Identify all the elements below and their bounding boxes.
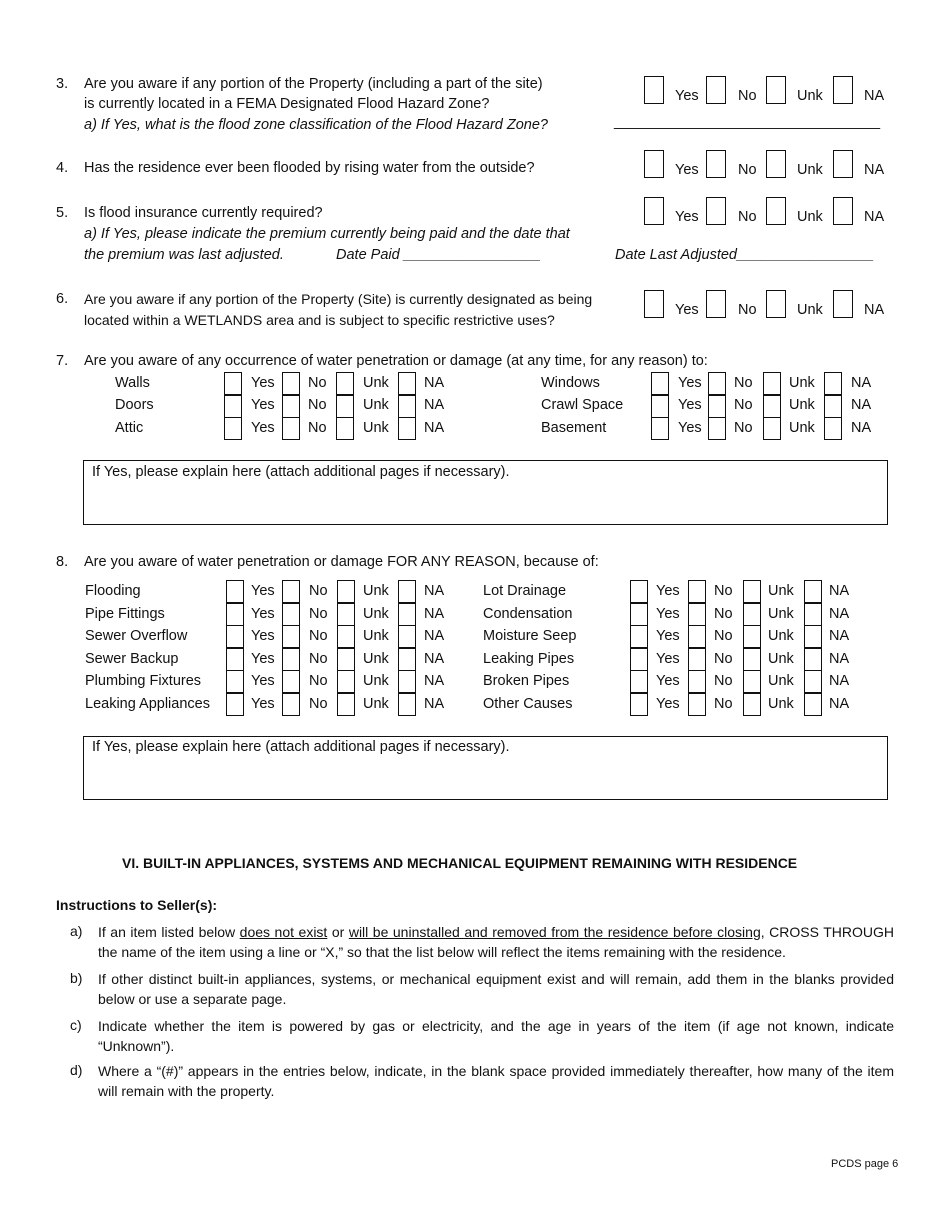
instruction-c-text: Indicate whether the item is powered by gas or electricity, and the age in years of the item (if age not known, indicate “Unknown”). [98,1018,894,1054]
q8-left-na-checkbox[interactable] [398,648,416,671]
unk-label: Unk [363,420,389,436]
q8-right-unk-checkbox[interactable] [743,693,761,716]
q8-right-na-checkbox[interactable] [804,670,822,693]
q3-text-line1: Are you aware if any portion of the Property (including a part of the site) [84,76,543,92]
q8-right-no-checkbox[interactable] [688,648,706,671]
text-segment: , CROSS THROUGH the name of the item using a line or “X,” so that the list below will reflect the items remaining with the residence. [98,924,894,960]
q4-number: 4. [56,160,69,176]
na-label: NA [424,420,445,436]
q8-right-no-checkbox[interactable] [688,625,706,648]
q8-left-yes-checkbox[interactable] [226,580,244,603]
q8-right-no-checkbox[interactable] [688,580,706,603]
q7-explain-prompt: If Yes, please explain here (attach additional pages if necessary). [92,464,510,480]
q5-sub-line2: the premium was last adjusted. [84,247,284,263]
unk-label: Unk [768,605,794,622]
q8-left-na-checkbox[interactable] [398,603,416,626]
q3-yes-label: Yes [675,88,699,104]
q7-item-label: Doors [115,397,154,413]
instruction-b-text: If other distinct built-in appliances, systems, or mechanical equipment exist and will remain, add them in the blanks provided below or use a separate page. [98,971,894,1007]
q8-left-yes-checkbox[interactable] [226,648,244,671]
instruction-d-marker: d) [70,1062,83,1078]
q3-no-label: No [738,88,757,104]
q7-item-label: Basement [541,420,607,436]
unk-label: Unk [363,583,389,599]
q6-no-label: No [738,302,757,318]
q3-yes-checkbox[interactable] [644,76,664,104]
no-label: No [734,420,753,436]
q8-right-no-checkbox[interactable] [688,670,706,693]
q8-left-unk-checkbox[interactable] [337,693,355,716]
unk-label: Unk [363,695,389,712]
q8-item-label: Leaking Pipes [483,650,575,667]
yes-label: Yes [251,695,275,712]
q8-item-label: Flooding [85,583,141,599]
no-label: No [714,650,733,667]
unk-label: Unk [363,650,389,667]
q8-right-unk-checkbox[interactable] [743,625,761,648]
q7-attic-no-checkbox[interactable] [282,417,300,440]
yes-label: Yes [251,397,275,413]
q7-doors-no-checkbox[interactable] [282,395,300,418]
text-segment: or [327,924,349,940]
q8-explain-prompt: If Yes, please explain here (attach additional pages if necessary). [92,739,510,755]
q3-unk-checkbox[interactable] [766,76,786,104]
q8-left-no-checkbox[interactable] [282,625,300,648]
yes-label: Yes [251,583,275,599]
q7-walls-yes-checkbox[interactable] [224,372,242,395]
q8-left-na-checkbox[interactable] [398,670,416,693]
q8-right-yes-checkbox[interactable] [630,693,648,716]
q3-unk-label: Unk [797,88,823,104]
q3-na-label: NA [864,88,885,104]
q6-unk-checkbox[interactable] [766,290,786,318]
q8-left-no-checkbox[interactable] [282,580,300,603]
no-label: No [714,628,733,644]
yes-label: Yes [656,673,680,689]
q5-yes-label: Yes [675,209,699,225]
no-label: No [734,375,753,391]
q6-no-checkbox[interactable] [706,290,726,318]
q7-windows-no-checkbox[interactable] [708,372,726,395]
q3-no-checkbox[interactable] [706,76,726,104]
na-label: NA [829,673,850,689]
no-label: No [734,397,753,413]
q8-number: 8. [56,554,69,570]
yes-label: Yes [251,605,275,622]
underlined-text: does not exist [239,924,328,940]
instructions-heading: Instructions to Seller(s): [56,897,218,913]
q8-item-label: Sewer Backup [85,650,179,667]
q3-na-checkbox[interactable] [833,76,853,104]
na-label: NA [851,397,872,413]
q5-yes-checkbox[interactable] [644,197,664,225]
q8-left-no-checkbox[interactable] [282,648,300,671]
q5-date-last-adjusted-field[interactable]: Date Last Adjusted_________________ [615,247,875,263]
q3-sub-question: a) If Yes, what is the flood zone classification of the Flood Hazard Zone? [84,117,548,133]
q8-left-na-checkbox[interactable] [398,693,416,716]
q8-left-no-checkbox[interactable] [282,670,300,693]
q5-sub-line1: a) If Yes, please indicate the premium currently being paid and the date that [84,226,570,242]
underlined-text: will be uninstalled and removed from the residence before closing [348,924,761,940]
q6-number: 6. [56,291,69,307]
q5-no-label: No [738,209,757,225]
q8-left-unk-checkbox[interactable] [337,603,355,626]
q7-windows-unk-checkbox[interactable] [763,372,781,395]
q5-unk-label: Unk [797,209,823,225]
yes-label: Yes [251,420,275,436]
q7-item-label: Walls [115,375,150,391]
yes-label: Yes [656,628,680,644]
unk-label: Unk [768,628,794,644]
no-label: No [309,605,328,622]
q7-basement-unk-checkbox[interactable] [763,417,781,440]
q6-text-line2: located within a WETLANDS area and is subject to specific restrictive uses? [84,312,555,328]
q7-basement-na-checkbox[interactable] [824,417,842,440]
q8-item-label: Condensation [483,605,573,622]
q4-yes-checkbox[interactable] [644,150,664,178]
q7-attic-unk-checkbox[interactable] [336,417,354,440]
q8-left-unk-checkbox[interactable] [337,670,355,693]
na-label: NA [424,605,445,622]
instruction-c-marker: c) [70,1017,82,1033]
na-label: NA [829,605,850,622]
q4-na-checkbox[interactable] [833,150,853,178]
no-label: No [309,673,328,689]
no-label: No [714,605,733,622]
q5-number: 5. [56,205,69,221]
instruction-b-marker: b) [70,970,83,986]
q7-item-label: Windows [541,375,600,391]
q7-explain-textarea[interactable] [83,460,888,525]
q8-right-yes-checkbox[interactable] [630,670,648,693]
na-label: NA [829,650,850,667]
na-label: NA [829,583,850,599]
unk-label: Unk [768,673,794,689]
yes-label: Yes [656,583,680,599]
yes-label: Yes [656,695,680,712]
unk-label: Unk [768,695,794,712]
q8-right-unk-checkbox[interactable] [743,670,761,693]
q7-number: 7. [56,353,69,369]
text-segment: If an item listed below [98,924,240,940]
q8-right-na-checkbox[interactable] [804,693,822,716]
q8-right-na-checkbox[interactable] [804,580,822,603]
q8-left-yes-checkbox[interactable] [226,625,244,648]
q8-left-na-checkbox[interactable] [398,580,416,603]
q3-flood-zone-blank[interactable]: _________________________________ [614,114,881,130]
no-label: No [309,583,328,599]
unk-label: Unk [363,628,389,644]
q7-crawl-space-na-checkbox[interactable] [824,395,842,418]
q8-left-no-checkbox[interactable] [282,603,300,626]
q5-date-paid-field[interactable]: Date Paid _________________ [336,247,541,263]
yes-label: Yes [251,673,275,689]
q8-left-unk-checkbox[interactable] [337,625,355,648]
q8-item-label: Pipe Fittings [85,605,165,622]
q8-right-no-checkbox[interactable] [688,603,706,626]
no-label: No [308,375,327,391]
q4-yes-label: Yes [675,162,699,178]
q4-unk-checkbox[interactable] [766,150,786,178]
q8-item-label: Plumbing Fixtures [85,673,202,689]
q6-na-label: NA [864,302,885,318]
q6-yes-checkbox[interactable] [644,290,664,318]
section-6-title: VI. BUILT-IN APPLIANCES, SYSTEMS AND MECHANICAL EQUIPMENT REMAINING WITH RESIDENCE [122,855,798,871]
instruction-d-text: Where a “(#)” appears in the entries below, indicate, in the blank space provided immediately thereafter, how many of the item will remain with the property. [98,1063,894,1099]
no-label: No [714,695,733,712]
no-label: No [308,420,327,436]
na-label: NA [424,673,445,689]
q8-left-na-checkbox[interactable] [398,625,416,648]
na-label: NA [424,583,445,599]
q3-number: 3. [56,76,69,92]
unk-label: Unk [363,605,389,622]
q7-basement-no-checkbox[interactable] [708,417,726,440]
yes-label: Yes [251,628,275,644]
na-label: NA [424,397,445,413]
yes-label: Yes [251,650,275,667]
no-label: No [309,628,328,644]
q8-left-yes-checkbox[interactable] [226,603,244,626]
q8-item-label: Sewer Overflow [85,628,188,644]
q7-crawl-space-unk-checkbox[interactable] [763,395,781,418]
q8-item-label: Broken Pipes [483,673,570,689]
unk-label: Unk [363,375,389,391]
q8-right-yes-checkbox[interactable] [630,603,648,626]
yes-label: Yes [656,605,680,622]
q7-text: Are you aware of any occurrence of water penetration or damage (at any time, for any reason) to: [84,353,708,369]
q5-text: Is flood insurance currently required? [84,205,323,221]
yes-label: Yes [251,375,275,391]
q5-na-label: NA [864,209,885,225]
no-label: No [309,695,328,712]
q8-text: Are you aware of water penetration or damage FOR ANY REASON, because of: [84,554,599,570]
q7-item-label: Crawl Space [541,397,624,413]
q8-left-yes-checkbox[interactable] [226,693,244,716]
q4-text: Has the residence ever been flooded by rising water from the outside? [84,160,535,176]
no-label: No [308,397,327,413]
q7-crawl-space-yes-checkbox[interactable] [651,395,669,418]
page-footer: PCDS page 6 [831,1158,899,1170]
na-label: NA [424,628,445,644]
yes-label: Yes [656,650,680,667]
q7-item-label: Attic [115,420,144,436]
q5-unk-checkbox[interactable] [766,197,786,225]
q8-item-label: Moisture Seep [483,628,577,644]
q6-na-checkbox[interactable] [833,290,853,318]
q8-right-yes-checkbox[interactable] [630,625,648,648]
q4-no-label: No [738,162,757,178]
q8-right-yes-checkbox[interactable] [630,580,648,603]
q7-doors-yes-checkbox[interactable] [224,395,242,418]
q8-left-no-checkbox[interactable] [282,693,300,716]
q7-walls-no-checkbox[interactable] [282,372,300,395]
yes-label: Yes [678,397,702,413]
q8-item-label: Lot Drainage [483,583,567,599]
q4-no-checkbox[interactable] [706,150,726,178]
q7-windows-na-checkbox[interactable] [824,372,842,395]
q5-no-checkbox[interactable] [706,197,726,225]
na-label: NA [829,695,850,712]
q8-item-label: Leaking Appliances [85,695,210,712]
q5-na-checkbox[interactable] [833,197,853,225]
q6-text-line1: Are you aware if any portion of the Property (Site) is currently designated as being [84,291,593,307]
q7-basement-yes-checkbox[interactable] [651,417,669,440]
q8-left-yes-checkbox[interactable] [226,670,244,693]
q7-walls-na-checkbox[interactable] [398,372,416,395]
na-label: NA [829,628,850,644]
q7-doors-unk-checkbox[interactable] [336,395,354,418]
unk-label: Unk [768,583,794,599]
q7-attic-na-checkbox[interactable] [398,417,416,440]
unk-label: Unk [363,397,389,413]
na-label: NA [424,375,445,391]
na-label: NA [424,695,445,712]
q3-text-line2: is currently located in a FEMA Designated Flood Hazard Zone? [84,96,490,112]
no-label: No [714,583,733,599]
q8-right-unk-checkbox[interactable] [743,648,761,671]
q8-right-yes-checkbox[interactable] [630,648,648,671]
na-label: NA [851,375,872,391]
q7-walls-unk-checkbox[interactable] [336,372,354,395]
q6-unk-label: Unk [797,302,823,318]
q4-unk-label: Unk [797,162,823,178]
q8-right-na-checkbox[interactable] [804,603,822,626]
q8-right-unk-checkbox[interactable] [743,580,761,603]
q8-item-label: Other Causes [483,695,573,712]
q7-attic-yes-checkbox[interactable] [224,417,242,440]
q8-right-na-checkbox[interactable] [804,648,822,671]
q8-explain-textarea[interactable] [83,736,888,800]
instruction-a-text [98,922,894,962]
unk-label: Unk [768,650,794,667]
q7-crawl-space-no-checkbox[interactable] [708,395,726,418]
q4-na-label: NA [864,162,885,178]
q8-right-unk-checkbox[interactable] [743,603,761,626]
q8-right-no-checkbox[interactable] [688,693,706,716]
q7-doors-na-checkbox[interactable] [398,395,416,418]
unk-label: Unk [789,375,815,391]
unk-label: Unk [789,420,815,436]
unk-label: Unk [363,673,389,689]
q7-windows-yes-checkbox[interactable] [651,372,669,395]
q6-yes-label: Yes [675,302,699,318]
q8-right-na-checkbox[interactable] [804,625,822,648]
no-label: No [309,650,328,667]
na-label: NA [424,650,445,667]
q8-left-unk-checkbox[interactable] [337,648,355,671]
q8-left-unk-checkbox[interactable] [337,580,355,603]
yes-label: Yes [678,420,702,436]
yes-label: Yes [678,375,702,391]
unk-label: Unk [789,397,815,413]
instruction-a-marker: a) [70,923,83,939]
na-label: NA [851,420,872,436]
no-label: No [714,673,733,689]
